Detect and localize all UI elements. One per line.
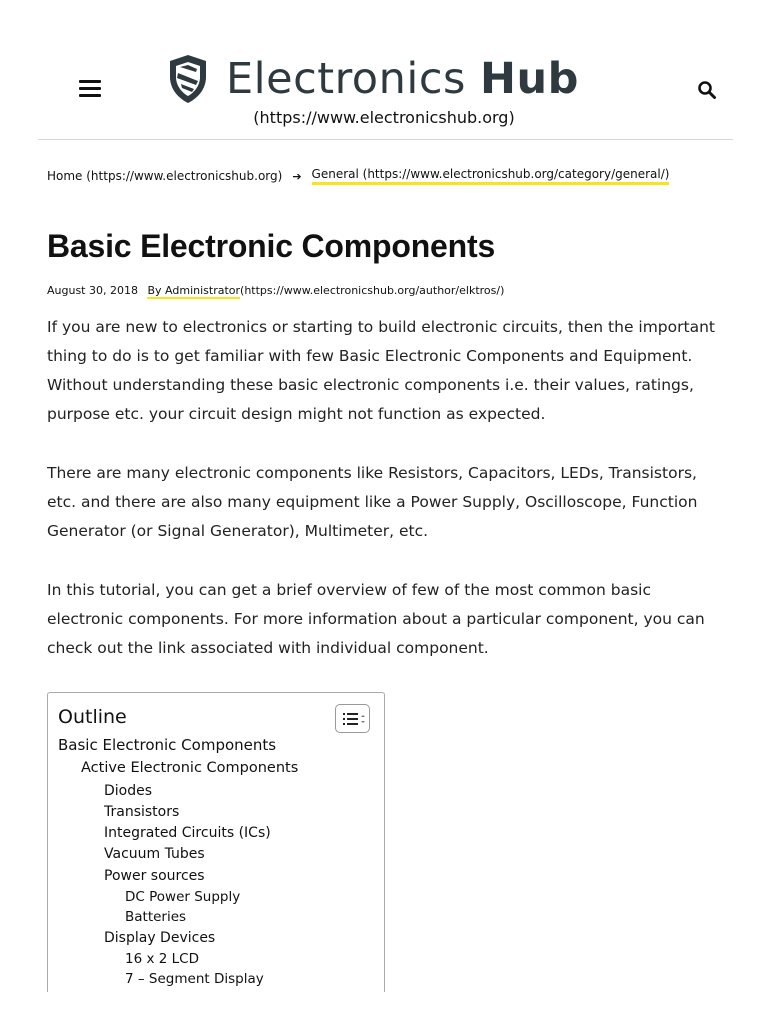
list-toggle-icon[interactable] xyxy=(335,704,370,733)
logo-url-text: (https://www.electronicshub.org) xyxy=(253,108,515,127)
logo-word-hub: Hub xyxy=(480,54,579,104)
toc-item[interactable]: Power sources xyxy=(104,868,205,884)
toc-item[interactable]: Transistors xyxy=(104,804,180,820)
breadcrumb-home-link[interactable]: Home (https://www.electronicshub.org) xyxy=(47,169,283,183)
logo-wordmark xyxy=(226,54,579,104)
toc-item[interactable]: Active Electronic Components xyxy=(81,760,299,776)
intro-paragraph: If you are new to electronics or starting to build electronic circuits, then the important thing to do is to get familiar with few Basic Electronic Components and Equipment. Without understanding these basic electronic components i.e. their values, ratings, purpose etc. your circuit design might not function as expected. xyxy=(47,318,715,423)
post-date: August 30, 2018 xyxy=(47,284,138,297)
toc-item[interactable]: Basic Electronic Components xyxy=(58,736,277,754)
toc-item[interactable]: DC Power Supply xyxy=(125,889,241,905)
toc-item[interactable]: Vacuum Tubes xyxy=(104,846,205,862)
site-logo[interactable] xyxy=(166,52,579,106)
toc-item[interactable]: Diodes xyxy=(104,783,153,799)
tutorial-paragraph: In this tutorial, you can get a brief overview of few of the most common basic electronic components. For more information about a particular component, you can check out the link associated with individual component. xyxy=(47,581,705,657)
shield-logo-icon xyxy=(166,53,210,105)
breadcrumb-arrow-icon: ➔ xyxy=(292,169,302,183)
breadcrumb xyxy=(47,167,669,185)
table-of-contents xyxy=(47,692,385,992)
post-meta xyxy=(47,284,504,297)
toc-item[interactable]: Batteries xyxy=(125,909,187,925)
toc-item[interactable]: Display Devices xyxy=(104,930,216,946)
site-header xyxy=(0,0,768,140)
page-title: Basic Electronic Components xyxy=(47,228,496,264)
components-paragraph: There are many electronic components like Resistors, Capacitors, LEDs, Transistors, etc. and there are also many equipment like a Power Supply, Oscilloscope, Function Generator (or Signal Generator), Multimeter, etc. xyxy=(47,464,698,540)
toc-item[interactable]: 7 – Segment Display xyxy=(125,971,264,987)
breadcrumb-category-link[interactable]: General (https://www.electronicshub.org/category/general/) xyxy=(312,167,670,185)
logo-word-electronics: Electronics xyxy=(226,54,466,104)
author-link[interactable]: By Administrator xyxy=(147,284,241,297)
search-icon[interactable] xyxy=(697,80,717,100)
header-divider xyxy=(38,139,733,140)
toc-title: Outline xyxy=(58,706,127,728)
list-icon xyxy=(336,705,371,734)
author-url: (https://www.electronicshub.org/author/elktros/) xyxy=(240,284,505,297)
hamburger-icon[interactable] xyxy=(79,80,101,98)
toc-item[interactable]: Integrated Circuits (ICs) xyxy=(104,825,271,841)
toc-item[interactable]: 16 x 2 LCD xyxy=(125,951,199,967)
